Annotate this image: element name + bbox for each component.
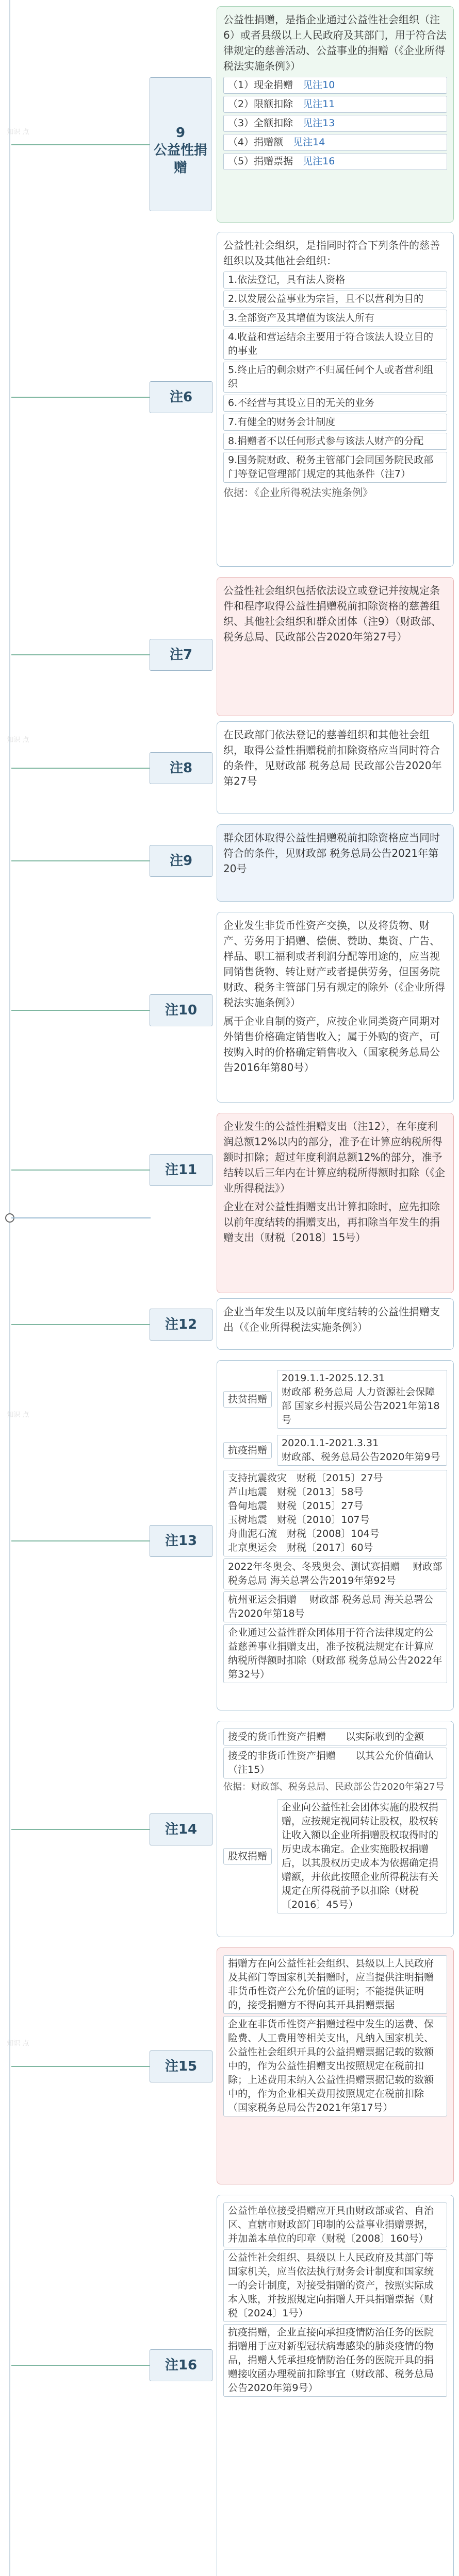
watermark: 知识 点	[7, 1411, 29, 1419]
text: 企业当年发生以及以前年度结转的公益性捐赠支出（《企业所得税法实施条例》）	[223, 1306, 440, 1333]
event-doc: 财税〔2013〕58号	[277, 1486, 364, 1498]
item-num: （2）	[228, 98, 254, 110]
intro-text: 公益性捐赠，是指企业通过公益性社会组织（注6）或者县级以上人民政府及其部门，用于符合法律规定的慈善活动、公益事业的捐赠（《企业所得税法实施条例》）	[223, 13, 447, 72]
para-3: 抗疫捐赠，企业直接向承担疫情防治任务的医院捐赠用于应对新型冠状病毒感染的肺炎疫情的物品，捐赠人凭承担疫情防治任务的医院开具的捐赠接收函办理税前扣除事宜（财政部、税务总局公告2020年第9号）	[223, 2324, 447, 2397]
policy-tag: 抗疫捐赠	[223, 1442, 272, 1459]
policy-doc: 财政部 税务总局 人力资源社会保障部 国家乡村振兴局公告2021年第18号	[282, 1386, 440, 1426]
panel-n11	[217, 1113, 454, 1293]
events-box	[223, 1470, 447, 1556]
condition-item: 3.全部资产及其增值为该法人所有	[223, 310, 447, 327]
item-row[interactable]	[223, 115, 447, 132]
condition-item: 4.收益和营运结余主要用于符合该法人设立目的的事业	[223, 329, 447, 360]
condition-item: 1.依法登记，具有法人资格	[223, 272, 447, 289]
policy-period: 2019.1.1-2025.12.31	[282, 1372, 385, 1384]
connector	[11, 860, 150, 861]
connector	[11, 1010, 150, 1011]
policy-detail	[277, 1435, 447, 1466]
panel-n16	[217, 2195, 454, 2576]
label-n11: 注11	[150, 1154, 212, 1186]
connector	[11, 144, 150, 145]
olympic-doc: 财政部 税务总局 海关总署公告2019年第92号	[228, 1561, 442, 1586]
hangzhou-title: 杭州亚运会捐赠	[228, 1594, 297, 1605]
label-n7: 注7	[150, 639, 212, 671]
panel-n10	[217, 912, 454, 1103]
text: 公益性社会组织包括依法设立或登记并按规定条件和程序取得公益性捐赠税前扣除资格的慈善组织、其他社会组织和群众团体（注9）（财政部、税务总局、民政部公告2020年第27号）	[223, 584, 441, 643]
panel-n13	[217, 1360, 454, 1710]
policy-rows	[223, 1368, 447, 1468]
item-ref[interactable]: 见注11	[303, 98, 335, 110]
connector	[11, 1324, 150, 1325]
item-row[interactable]	[223, 153, 447, 170]
para-2: 属于企业自制的资产，应按企业同类资产同期对外销售价格确定销售收入；属于外购的资产，可按购入时的价格确定销售收入（国家税务总局公告2016年第80号）	[223, 1015, 440, 1074]
condition-item: 6.不经营与其设立目的无关的业务	[223, 395, 447, 412]
item-text: 全额扣除	[254, 117, 303, 129]
event-doc: 财税〔2010〕107号	[277, 1514, 370, 1526]
connector	[11, 768, 150, 769]
item-text: 捐赠票据	[254, 156, 303, 167]
equity-tag: 股权捐赠	[223, 1848, 272, 1865]
source-text: 依据：财政部、税务总局、民政部公告2020年第27号	[223, 1782, 445, 1792]
intro-text: 公益性社会组织，是指同时符合下列条件的慈善组织以及其他社会组织：	[223, 239, 440, 267]
event-name: 支持抗震救灾	[228, 1472, 297, 1484]
para-1: 捐赠方在向公益性社会组织、县级以上人民政府及其部门等国家机关捐赠时，应当提供注明捐赠非货币性资产公允价值的证明；不能提供证明的，接受捐赠方不得向其开具捐赠票据	[223, 1955, 447, 2014]
event-doc: 财税〔2008〕104号	[287, 1528, 380, 1539]
item-ref[interactable]: 见注13	[303, 117, 335, 129]
main-rail	[8, 0, 11, 2576]
label-n13: 注13	[150, 1525, 212, 1557]
connector	[11, 2066, 150, 2067]
policy-period: 2020.1.1-2021.3.31	[282, 1437, 379, 1449]
item-num: （5）	[228, 156, 254, 167]
condition-item: 5.终止后的剩余财产不归属任何个人或者营利组织	[223, 362, 447, 393]
label-n9: 9 公益性捐赠	[150, 77, 211, 211]
event-doc: 财税〔2017〕60号	[287, 1542, 373, 1553]
item-ref[interactable]: 见注14	[293, 137, 325, 148]
event-doc: 财税〔2015〕27号	[277, 1500, 364, 1512]
condition-item: 9.国务院财政、税务主管部门会同国务院民政部门等登记管理部门规定的其他条件（注7）	[223, 452, 447, 483]
cash-line: 接受的货币性资产捐赠 以实际收到的金额	[223, 1728, 447, 1745]
event-row	[228, 1485, 442, 1499]
item-text: 捐赠额	[254, 137, 293, 148]
panel-n9b	[217, 824, 454, 902]
connector	[11, 1829, 150, 1830]
event-row	[228, 1513, 442, 1527]
label-n12: 注12	[150, 1309, 212, 1341]
para-1: 企业发生非货币性资产交换，以及将货物、财产、劳务用于捐赠、偿债、赞助、集资、广告、样品、职工福利或者利润分配等用途的，应当视同销售货物、转让财产或者提供劳务，但国务院财政、税务主管部门另有规定的除外（《企业所得税法实施条例》）	[223, 919, 445, 1009]
panel-n8	[217, 721, 454, 814]
connector	[11, 1217, 151, 1218]
label-n10: 注10	[150, 994, 212, 1026]
policy-doc: 财政部、税务总局公告2020年第9号	[282, 1451, 440, 1463]
policy-detail	[277, 1370, 447, 1429]
watermark: 知识 点	[7, 128, 29, 136]
label-n14: 注14	[150, 1814, 212, 1845]
condition-item: 7.有健全的财务会计制度	[223, 414, 447, 431]
hangzhou-doc: 财政部 税务总局 海关总署公告2020年第18号	[228, 1594, 434, 1619]
para-1: 企业发生的公益性捐赠支出（注12），在年度利润总额12%以内的部分，准予在计算应纳税所得额时扣除；超过年度利润总额12%的部分，准予结转以后三年内在计算应纳税所得额时扣除（《企业所得税法》）	[223, 1120, 445, 1194]
policy-row	[223, 1433, 447, 1468]
item-ref[interactable]: 见注10	[303, 79, 335, 91]
condition-item: 8.捐赠者不以任何形式参与该法人财产的分配	[223, 433, 447, 450]
event-row	[228, 1471, 442, 1485]
event-name: 北京奥运会	[228, 1542, 287, 1553]
panel-n6	[217, 232, 454, 567]
event-name: 舟曲泥石流	[228, 1528, 287, 1539]
text: 群众团体取得公益性捐赠税前扣除资格应当同时符合的条件，见财政部 税务总局公告2021年第20号	[223, 832, 440, 875]
label-n6: 注6	[150, 381, 212, 413]
panel-n14	[217, 1721, 454, 1937]
item-text: 限额扣除	[254, 98, 303, 110]
para-2: 企业在非货币性资产捐赠过程中发生的运费、保险费、人工费用等相关支出，凡纳入国家机关、公益性社会组织开具的公益捐赠票据记载的数额中的，作为公益性捐赠支出按照规定在税前扣除；上述费用未纳入公益性捐赠票据记载的数额中的，作为企业相关费用按照规定在税前扣除（国家税务总局公告2021年第17号）	[223, 2016, 447, 2116]
connector	[11, 1540, 150, 1541]
policy-row	[223, 1368, 447, 1431]
item-ref[interactable]: 见注16	[303, 156, 335, 167]
event-row	[228, 1541, 442, 1555]
para-2: 企业在对公益性捐赠支出计算扣除时，应先扣除以前年度结转的捐赠支出，再扣除当年发生的捐赠支出（财税〔2018〕15号）	[223, 1200, 440, 1244]
event-row	[228, 1527, 442, 1541]
event-name: 鲁甸地震	[228, 1500, 277, 1512]
item-row[interactable]	[223, 96, 447, 113]
item-num: （1）	[228, 79, 254, 91]
watermark: 知识 点	[7, 736, 29, 744]
connector	[11, 1170, 150, 1171]
event-doc: 财税〔2015〕27号	[297, 1472, 383, 1484]
label-n9b: 注9	[150, 845, 212, 877]
policy-tag: 扶贫捐赠	[223, 1391, 272, 1408]
label-n16: 注16	[150, 2349, 212, 2381]
watermark: 知识 点	[7, 2040, 29, 2047]
panel-n7	[217, 577, 454, 716]
science-box: 企业通过公益性群众团体用于符合法律规定的公益慈善事业捐赠支出，准予按税法规定在计算应纳税所得额时扣除（财政部 税务总局公告2022年第32号）	[223, 1624, 447, 1683]
event-name: 芦山地震	[228, 1486, 277, 1498]
hangzhou-box	[223, 1591, 447, 1622]
condition-item: 2.以发展公益事业为宗旨，且不以营利为目的	[223, 291, 447, 308]
item-list	[223, 77, 447, 170]
event-row	[228, 1499, 442, 1513]
text: 在民政部门依法登记的慈善组织和其他社会组织，取得公益性捐赠税前扣除资格应当同时符合的条件，见财政部 税务总局 民政部公告2020年第27号	[223, 728, 442, 787]
connector	[11, 654, 150, 655]
panel-n15	[217, 1947, 454, 2184]
connector	[11, 397, 150, 398]
item-row[interactable]	[223, 77, 447, 94]
panel-n9	[217, 6, 454, 223]
para-1: 公益性单位接受捐赠应开具由财政部或省、自治区、直辖市财政部门印制的公益事业捐赠票据，并加盖本单位的印章（财税〔2008〕160号）	[223, 2202, 447, 2247]
event-name: 玉树地震	[228, 1514, 277, 1526]
para-2: 公益性社会组织、县级以上人民政府及其部门等国家机关，应当依法执行财务会计制度和国家统一的会计制度，对接受捐赠的资产，按照实际成本入账，并按照规定向捐赠人开具捐赠票据（财税〔2024〕1号）	[223, 2249, 447, 2322]
connector	[11, 2365, 150, 2366]
equity-text: 企业向公益性社会团体实施的股权捐赠，应按规定视同转让股权，股权转让收入额以企业所捐赠股权取得时的历史成本确定。企业实施股权捐赠后，以其股权历史成本为依据确定捐赠额，并依此按照企业所得税法有关规定在所得税前予以扣除（财税〔2016〕45号）	[277, 1799, 447, 1913]
condition-list	[223, 272, 447, 483]
olympic-title: 2022年冬奥会、冬残奥会、测试赛捐赠	[228, 1561, 400, 1572]
item-row[interactable]	[223, 134, 447, 151]
item-num: （4）	[228, 137, 254, 148]
item-text: 现金捐赠	[254, 79, 303, 91]
item-num: （3）	[228, 117, 254, 129]
label-n8: 注8	[150, 752, 212, 784]
panel-n12	[217, 1298, 454, 1350]
label-n15: 注15	[150, 2050, 212, 2082]
noncash-line: 接受的非货币性资产捐赠 以其公允价值确认（注15）	[223, 1748, 447, 1778]
source-text: 依据：《企业所得税法实施条例》	[223, 486, 373, 499]
olympic-box	[223, 1558, 447, 1589]
